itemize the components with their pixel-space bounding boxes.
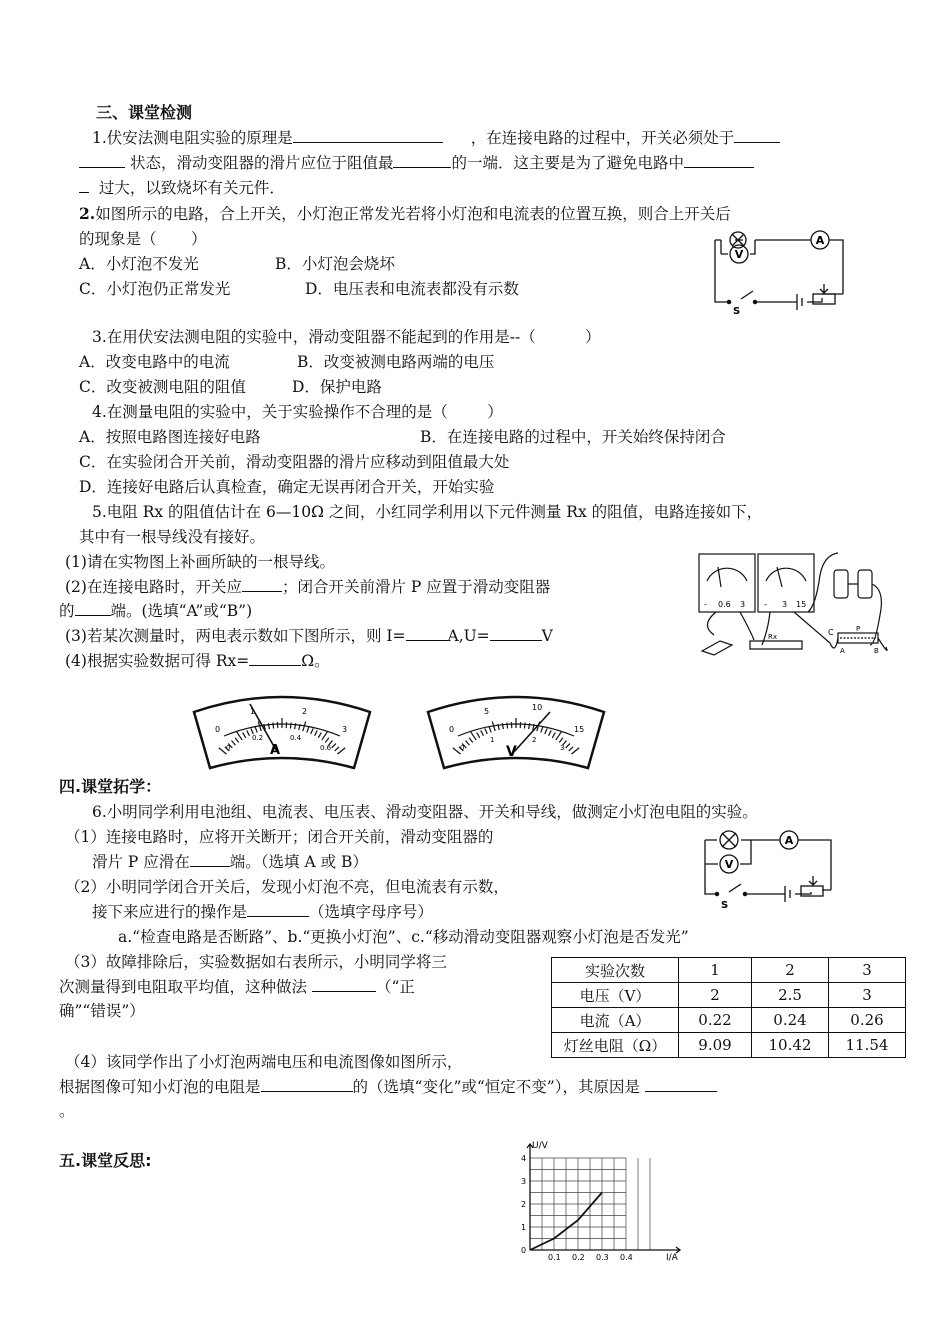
voltage-current-chart	[510, 1138, 700, 1273]
table-row	[552, 1008, 906, 1033]
ammeter-letter: A	[270, 743, 281, 758]
apparatus-label: Rx	[768, 633, 778, 641]
table-row	[552, 1033, 906, 1058]
section-4-title: 四.课堂拓学：	[59, 777, 162, 796]
table-cell: 实验次数	[552, 958, 679, 983]
table-cell: 电流（A）	[552, 1008, 679, 1033]
question-3-options-cd: C．改变被测电阻的阻值 D．保护电路	[79, 378, 382, 396]
question-1-line-3: 过大，以致烧坏有关元件．	[79, 178, 285, 198]
question-6-part-3c: 确”“错误”）	[59, 1002, 145, 1020]
meter-tick	[552, 733, 555, 738]
meter-tick	[273, 723, 274, 729]
x-axis-label: I/A	[666, 1253, 678, 1263]
meter-tick	[466, 741, 470, 746]
answer-blank[interactable]	[684, 153, 754, 168]
voltmeter-letter: V	[506, 744, 517, 760]
table-row	[552, 983, 906, 1008]
meter-tick	[469, 738, 473, 743]
terminal-label: -	[764, 600, 767, 609]
meter-tick-label: 10	[532, 703, 543, 712]
question-2-line-1: 2.如图所示的电路，合上开关，小灯泡正常发光若将小灯泡和电流表的位置互换，则合上开关后	[79, 204, 731, 223]
question-2-line-2: 的现象是（ ）	[79, 230, 207, 248]
answer-blank[interactable]	[645, 1077, 717, 1092]
meter-tick	[232, 741, 236, 746]
meter-tick-label: 0.2	[252, 734, 264, 742]
meter-tick-label: 0.4	[290, 734, 302, 742]
question-6: 6.小明同学利用电池组、电流表、电压表、滑动变阻器、开关和导线，做测定小灯泡电阻的实验。	[92, 803, 758, 821]
circuit-diagram-2	[685, 832, 845, 910]
terminal-label: 3	[782, 600, 788, 609]
meter-tick	[255, 727, 257, 733]
y-tick-label: 4	[521, 1154, 527, 1163]
table-cell: 2	[679, 983, 752, 1008]
voltmeter-dial-figure	[424, 690, 609, 780]
meter-tick	[569, 747, 573, 751]
table-cell: 9.09	[679, 1033, 752, 1058]
question-5-part-3: (3)若某次测量时，两电表示数如下图所示，则 I= A,U= V	[65, 627, 553, 645]
answer-blank[interactable]	[293, 128, 443, 143]
apparatus-label: P	[856, 625, 861, 633]
y-tick-label: 0	[521, 1246, 527, 1255]
terminal-label: 3	[740, 600, 746, 609]
y-axis-label: U/V	[532, 1141, 548, 1151]
question-6-part-4a: （4）该同学作出了小灯泡两端电压和电流图像如图所示，	[65, 1053, 463, 1071]
question-4-options-ab: A．按照电路图连接好电路 B．在连接电路的过程中，开关始终保持闭合	[79, 428, 726, 446]
table-cell: 2	[752, 958, 829, 983]
question-6-part-3b: 次测量得到电阻取平均值，这种做法 （“正	[59, 978, 415, 996]
question-4-option-c: C．在实验闭合开关前，滑动变阻器的滑片应移动到阻值最大处	[79, 453, 510, 471]
experiment-apparatus-figure	[690, 545, 900, 665]
question-3-options-ab: A．改变电路中的电流 B．改变被测电路两端的电压	[79, 353, 495, 371]
table-cell: 11.54	[829, 1033, 906, 1058]
meter-tick-label: 15	[574, 725, 585, 734]
y-tick-label: 2	[521, 1200, 527, 1209]
question-6-part-1b: 滑片 P 应滑在 端。（选填 A 或 B）	[92, 853, 368, 871]
question-6-part-2-options: a.“检查电路是否断路”、b.“更换小灯泡”、c.“移动滑动变阻器观察小灯泡是否发光”	[118, 928, 689, 946]
meter-tick	[235, 738, 239, 743]
meter-tick	[307, 727, 309, 733]
table-cell: 1	[679, 958, 752, 983]
question-5-part-4: (4)根据实验数据可得 Rx= Ω。	[65, 652, 330, 670]
x-tick-label: 0.3	[596, 1253, 609, 1262]
answer-blank[interactable]	[242, 577, 282, 592]
voltmeter-letter: V	[724, 858, 734, 871]
answer-blank[interactable]	[79, 178, 89, 193]
question-2-options-ab: A．小灯泡不发光 B．小灯泡会烧坏	[79, 255, 395, 273]
meter-tick	[315, 730, 318, 735]
question-5-part-2-cont: 的 端。(选填“A”或“B”)	[59, 602, 253, 620]
meter-tick	[311, 728, 313, 734]
circuit-diagram-1	[695, 232, 855, 317]
meter-tick-label: 0.6	[320, 744, 332, 752]
meter-tick	[549, 730, 552, 735]
meter-tick-label: 0	[215, 725, 221, 734]
table-cell: 0.24	[752, 1008, 829, 1033]
question-5-part-1: (1)请在实物图上补画所缺的一根导线。	[65, 553, 335, 571]
question-6-part-4b: 根据图像可知小灯泡的电阻是 的（选填“变化”或“恒定不变”），其原因是	[59, 1077, 717, 1097]
meter-tick	[477, 733, 480, 738]
meter-tick	[566, 744, 570, 748]
question-5-part-2: (2)在连接电路时，开关应 ；闭合开关前滑片 P 应置于滑动变阻器	[65, 578, 551, 596]
table-cell: 0.22	[679, 1008, 752, 1033]
meter-tick-label: 3	[342, 725, 348, 734]
answer-blank[interactable]	[247, 902, 309, 917]
meter-tick	[571, 748, 579, 754]
meter-tick	[559, 738, 563, 743]
table-cell: 0.26	[829, 1008, 906, 1033]
meter-tick	[541, 727, 543, 733]
table-cell: 10.42	[752, 1033, 829, 1058]
ammeter-letter: A	[815, 234, 825, 247]
meter-tick-label: 2	[532, 736, 537, 744]
ammeter-dial-figure	[190, 690, 375, 780]
meter-tick	[489, 727, 491, 733]
apparatus-label: B	[874, 647, 879, 655]
y-axis	[527, 1144, 533, 1250]
apparatus-label: C	[828, 628, 834, 637]
table-cell: 灯丝电阻（Ω）	[552, 1033, 679, 1058]
meter-tick	[507, 723, 508, 729]
meter-tick	[481, 730, 484, 735]
question-6-part-4c: 。	[59, 1102, 75, 1120]
meter-tick	[318, 733, 321, 738]
answer-blank[interactable]	[79, 153, 125, 168]
answer-blank[interactable]	[734, 128, 780, 143]
terminal-label: 0.6	[718, 600, 731, 609]
answer-blank[interactable]	[490, 626, 542, 641]
meter-tick	[335, 747, 339, 751]
question-6-part-2a: （2）小明同学闭合开关后，发现小灯泡不亮，但电流表有示数，	[65, 878, 509, 896]
ammeter-letter: A	[784, 834, 794, 847]
meter-tick-label: 2	[302, 707, 308, 716]
x-tick-label: 0.4	[620, 1253, 633, 1262]
apparatus-label: A	[840, 647, 845, 655]
question-3: 3.在用伏安法测电阻的实验中，滑动变阻器不能起到的作用是--（ ）	[92, 328, 601, 346]
meter-tick-label: 1	[490, 736, 495, 744]
question-1-line-2: 状态，滑动变阻器的滑片应位于阻值最 的一端．这主要是为了避免电路中	[79, 153, 754, 173]
question-6-part-2b: 接下来应进行的操作是 （选填字母序号）	[92, 903, 434, 921]
meter-tick	[337, 748, 345, 754]
y-tick-label: 1	[521, 1223, 527, 1232]
meter-tick	[243, 733, 246, 738]
table-cell: 3	[829, 983, 906, 1008]
question-6-part-3a: （3）故障排除后，实验数据如右表所示，小明同学将三	[65, 953, 447, 971]
table-cell: 2.5	[752, 983, 829, 1008]
answer-blank[interactable]	[406, 626, 448, 641]
meter-tick-label: 0	[226, 744, 231, 752]
section-5-title: 五.课堂反思:	[59, 1151, 152, 1170]
meter-tick	[545, 728, 547, 734]
voltmeter-letter: V	[734, 248, 744, 261]
voltmeter-needle	[514, 712, 550, 752]
table-cell: 3	[829, 958, 906, 983]
answer-blank[interactable]	[261, 1077, 353, 1092]
meter-tick-label: 5	[484, 707, 490, 716]
meter-tick	[322, 732, 328, 740]
x-tick-label: 0.1	[548, 1253, 561, 1262]
y-tick-label: 3	[521, 1177, 527, 1186]
meter-tick-label: 0	[460, 744, 465, 752]
meter-tick-label: 0	[449, 725, 455, 734]
question-5-line-1: 5.电阻 Rx 的阻值估计在 6—10Ω 之间，小红同学利用以下元件测量 Rx 的阻值，电路连接如下，	[92, 503, 763, 521]
switch-label: S	[733, 306, 741, 317]
switch-label: S	[721, 900, 729, 911]
question-4: 4.在测量电阻的实验中，关于实验操作不合理的是（ ）	[92, 403, 503, 421]
meter-tick	[471, 732, 477, 740]
answer-blank[interactable]	[393, 153, 451, 168]
answer-blank[interactable]	[75, 601, 111, 616]
section-3-title: 三、课堂检测	[96, 103, 193, 122]
meter-tick	[325, 738, 329, 743]
table-cell: 电压（V）	[552, 983, 679, 1008]
meter-tick-label: 1	[250, 707, 256, 716]
answer-blank[interactable]	[190, 852, 230, 867]
meter-tick	[290, 723, 291, 729]
terminal-label: -	[704, 600, 707, 609]
meter-tick	[485, 728, 487, 734]
meter-tick	[332, 744, 336, 748]
meter-tick	[237, 732, 243, 740]
meter-tick-label: 3	[560, 744, 565, 752]
meter-tick	[247, 730, 250, 735]
meter-tick	[524, 723, 525, 729]
answer-blank[interactable]	[249, 651, 301, 666]
data-table	[551, 957, 906, 1058]
x-tick-label: 0.2	[572, 1253, 585, 1262]
terminal-label: 15	[796, 600, 807, 609]
question-5-line-2: 其中有一根导线没有接好。	[79, 528, 266, 546]
answer-blank[interactable]	[312, 977, 376, 992]
question-2-options-cd: C．小灯泡仍正常发光 D．电压表和电流表都没有示数	[79, 280, 519, 298]
question-4-option-d: D．连接好电路后认真检查，确定无误再闭合开关，开始实验	[79, 478, 495, 496]
meter-tick	[556, 732, 562, 740]
question-1-line-1: 1.伏安法测电阻实验的原理是 ，在连接电路的过程中，开关必须处于	[92, 128, 780, 148]
question-6-part-1a: （1）连接电路时，应将开关断开；闭合开关前，滑动变阻器的	[65, 828, 494, 846]
table-row	[552, 958, 906, 983]
